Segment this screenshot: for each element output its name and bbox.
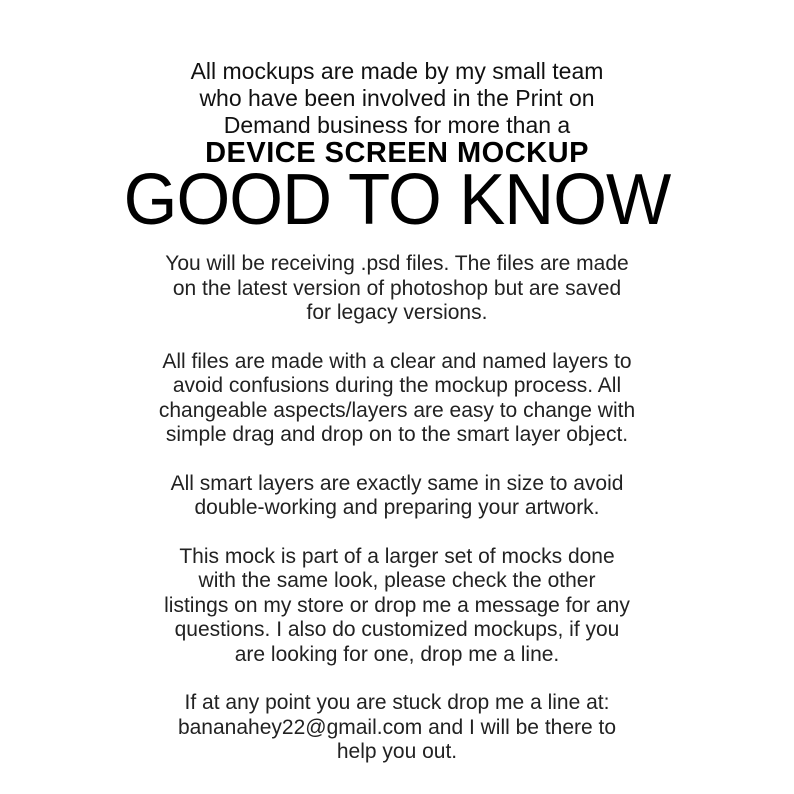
- text-line: avoid confusions during the mockup process. All: [172, 374, 622, 397]
- intro-text: [0, 58, 794, 139]
- contact-email-line: bananahey22@gmail.com and I will be there to: [177, 715, 617, 739]
- text-line: listings on my store or drop me a message for any: [164, 593, 630, 617]
- text-line: simple drag and drop on to the smart layer object.: [165, 423, 629, 446]
- text-line: help you out.: [336, 740, 458, 763]
- text-line: changeable aspects/layers are easy to change with: [158, 398, 636, 422]
- product-headline: DEVICE SCREEN MOCKUP: [205, 137, 589, 169]
- intro-line: who have been involved in the Print on: [199, 85, 595, 111]
- info-body: [0, 228, 794, 789]
- text-line: questions. I also do customized mockups, if you: [174, 618, 620, 641]
- text-line: If at any point you are stuck drop me a line at:: [184, 691, 610, 714]
- text-line: double-working and preparing your artwork.: [194, 496, 600, 519]
- page-title: GOOD TO KNOW: [123, 160, 671, 240]
- text-line: are looking for one, drop me a line.: [234, 642, 560, 666]
- text-line: All files are made with a clear and named layers to: [162, 349, 632, 373]
- text-line: You will be receiving .psd files. The files are made: [165, 252, 629, 275]
- text-line: This mock is part of a larger set of mocks done: [179, 544, 615, 568]
- text-line: All smart layers are exactly same in size to avoid: [170, 471, 624, 495]
- text-line: for legacy versions.: [306, 301, 488, 324]
- intro-line: All mockups are made by my small team: [190, 58, 604, 84]
- text-line: on the latest version of photoshop but are saved: [172, 276, 622, 300]
- intro-line: Demand business for more than a: [223, 112, 571, 138]
- text-line: with the same look, please check the other: [198, 569, 596, 592]
